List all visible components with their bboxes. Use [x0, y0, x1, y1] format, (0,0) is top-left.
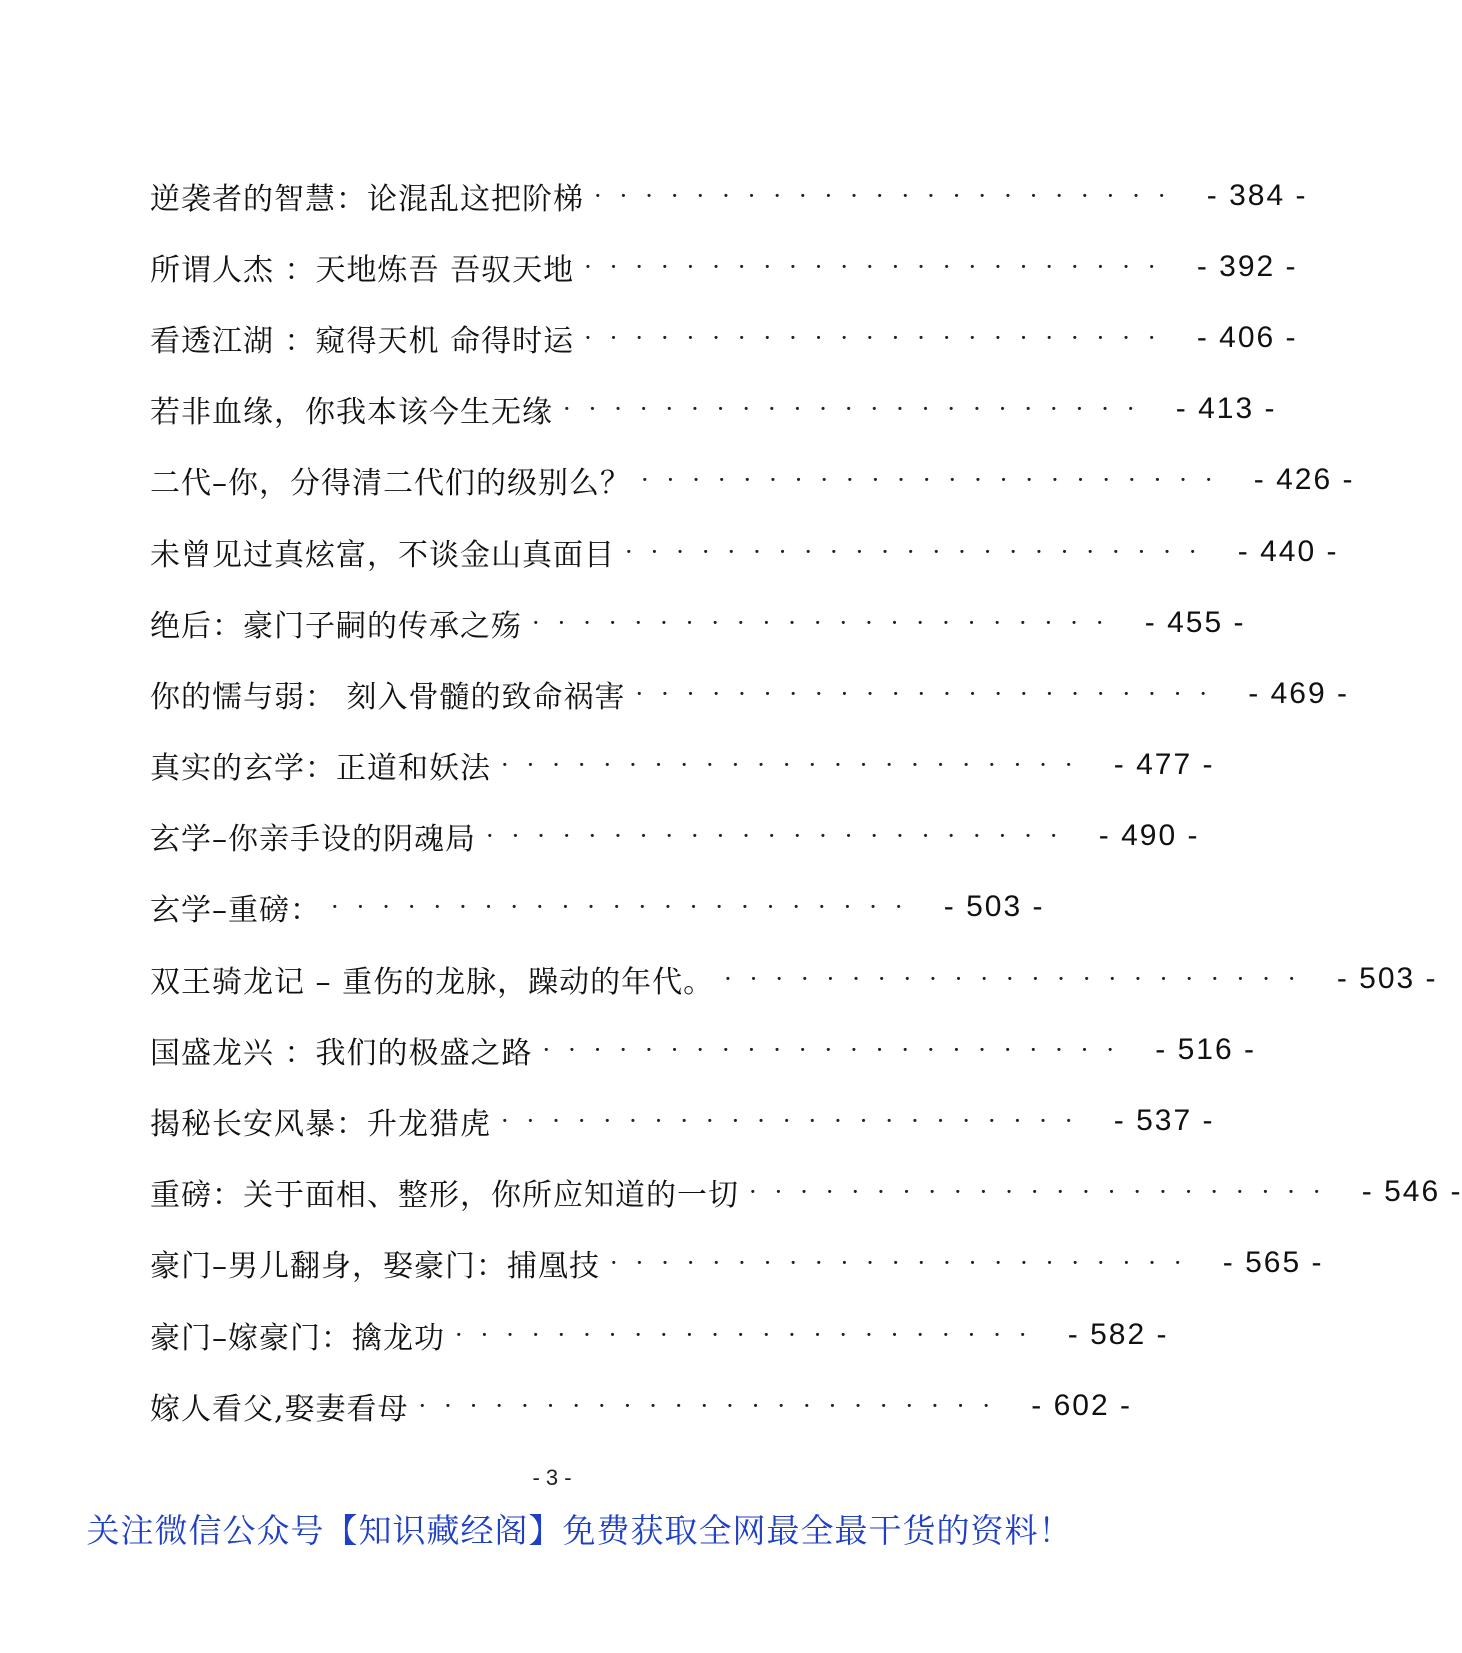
toc-entry-title: 你的懦与弱： 刻入骨髓的致命祸害 — [150, 679, 626, 715]
toc-entry-page: - 406 - — [1196, 320, 1298, 354]
toc-dot-leader: ······················· — [749, 1178, 1339, 1207]
toc-entry[interactable] — [150, 1299, 1169, 1370]
toc-entry[interactable] — [150, 730, 1215, 801]
toc-entry-title: 二代–你，分得清二代们的级别么？ — [150, 466, 631, 502]
toc-entry[interactable] — [150, 943, 1438, 1014]
toc-entry-page: - 516 - — [1155, 1032, 1257, 1066]
toc-dot-leader: ······················· — [584, 252, 1174, 281]
toc-entry[interactable] — [150, 658, 1350, 729]
toc-dot-leader: ······················· — [501, 751, 1091, 780]
toc-dot-leader: ······················· — [486, 822, 1076, 851]
toc-dot-leader: ······················· — [501, 1107, 1091, 1136]
toc-dot-leader: ······················· — [610, 1249, 1200, 1278]
toc-entry[interactable] — [150, 801, 1200, 872]
toc-entry[interactable] — [150, 1228, 1324, 1299]
toc-entry[interactable] — [150, 872, 1045, 943]
toc-entry-page: - 503 - — [1336, 961, 1438, 995]
toc-dot-leader: ······················· — [418, 1391, 1009, 1420]
toc-entry-page: - 582 - — [1067, 1317, 1169, 1351]
toc-dot-leader: ······················· — [625, 537, 1215, 566]
toc-dot-leader: ······················· — [542, 1035, 1133, 1064]
toc-entry-title: 国盛龙兴 ：我们的极盛之路 — [150, 1035, 533, 1071]
toc-entry-page: - 546 - — [1361, 1175, 1462, 1209]
toc-entry-page: - 602 - — [1031, 1388, 1133, 1422]
toc-entry-title: 看透江湖 ：窥得天机 命得时运 — [150, 323, 575, 359]
toc-entry-title: 重磅：关于面相、整形，你所应知道的一切 — [150, 1178, 739, 1214]
toc-dot-leader: ······················· — [594, 181, 1184, 210]
toc-entry[interactable] — [150, 1157, 1462, 1228]
toc-entry[interactable] — [150, 516, 1339, 587]
toc-entry[interactable] — [150, 302, 1298, 373]
toc-entry[interactable] — [150, 1370, 1133, 1441]
toc-entry-title: 玄学–重磅： — [150, 893, 321, 929]
toc-dot-leader: ······················· — [532, 608, 1122, 637]
toc-entry-title: 未曾见过真炫富，不谈金山真面目 — [150, 537, 615, 573]
toc-entry-page: - 537 - — [1113, 1104, 1215, 1138]
toc-entry-title: 玄学–你亲手设的阴魂局 — [150, 822, 476, 858]
page-number: - 3 - — [532, 1465, 572, 1490]
toc-entry-title: 逆袭者的智慧：论混乱这把阶梯 — [150, 181, 584, 217]
toc-entry-title: 双王骑龙记 – 重伤的龙脉，躁动的年代。 — [150, 964, 715, 1000]
toc-entry[interactable] — [150, 160, 1308, 231]
toc-entry-page: - 413 - — [1175, 392, 1277, 426]
toc-entry-title: 豪门–嫁豪门：擒龙功 — [150, 1320, 445, 1356]
footer-promo-banner: 关注微信公众号【知识藏经阁】免费获取全网最全最干货的资料！ — [86, 1511, 1073, 1550]
toc-entry-page: - 392 - — [1196, 249, 1298, 283]
toc-dot-leader: ······················· — [724, 964, 1314, 993]
toc-entry[interactable] — [150, 231, 1298, 302]
toc-entry[interactable] — [150, 445, 1355, 516]
toc-entry[interactable] — [150, 1014, 1257, 1085]
toc-entry-page: - 384 - — [1206, 178, 1308, 212]
toc-entry-page: - 469 - — [1248, 676, 1350, 710]
toc-entry-page: - 440 - — [1237, 534, 1339, 568]
toc-entry-title: 真实的玄学：正道和妖法 — [150, 751, 491, 787]
toc-dot-leader: ······················· — [635, 679, 1226, 708]
toc-entry-title: 嫁人看父,娶妻看母 — [150, 1391, 409, 1427]
toc-dot-leader: ······················· — [584, 323, 1174, 352]
toc-entry-page: - 503 - — [943, 890, 1045, 924]
table-of-contents — [150, 160, 1462, 1441]
toc-dot-leader: ······················· — [563, 395, 1153, 424]
toc-entry-title: 所谓人杰 ：天地炼吾 吾驭天地 — [150, 252, 575, 288]
toc-entry-page: - 477 - — [1113, 748, 1215, 782]
toc-entry[interactable] — [150, 587, 1246, 658]
toc-dot-leader: ······················· — [641, 466, 1231, 495]
toc-entry[interactable] — [150, 374, 1277, 445]
toc-entry-title: 揭秘长安风暴：升龙猎虎 — [150, 1107, 491, 1143]
toc-entry-title: 绝后：豪门子嗣的传承之殇 — [150, 608, 522, 644]
toc-dot-leader: ······················· — [331, 893, 921, 922]
toc-entry-page: - 455 - — [1144, 605, 1246, 639]
toc-entry-page: - 490 - — [1098, 819, 1200, 853]
toc-dot-leader: ······················· — [455, 1320, 1045, 1349]
toc-entry-page: - 426 - — [1253, 463, 1355, 497]
toc-entry-title: 豪门–男儿翻身，娶豪门：捕凰技 — [150, 1249, 600, 1285]
toc-entry-title: 若非血缘，你我本该今生无缘 — [150, 395, 553, 431]
toc-entry-page: - 565 - — [1222, 1246, 1324, 1280]
toc-entry[interactable] — [150, 1085, 1215, 1156]
